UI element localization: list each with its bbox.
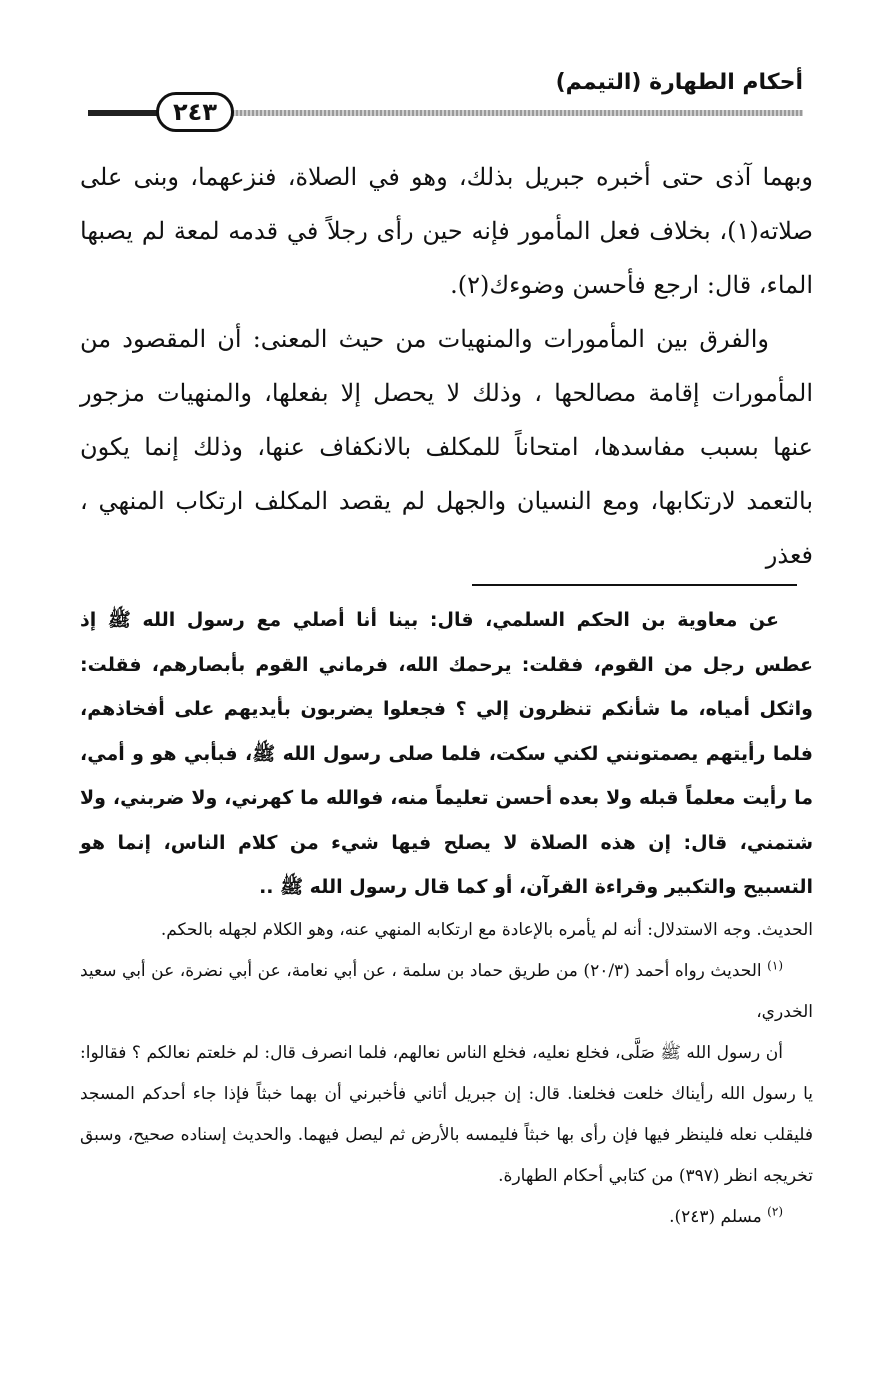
footnote-2-text: مسلم (٢٤٣). xyxy=(669,1206,762,1227)
footnote-2 xyxy=(80,1197,813,1238)
header-rule-accent xyxy=(88,110,158,116)
footnote-hadith-quote: عن معاوية بن الحكم السلمي، قال: بينا أنا أصلي مع رسول الله ﷺ إذ عطس رجل من القوم، فقلت: يرحمك الله، فرماني القوم بأبصارهم، فقلت: واثكل أمياه، ما شأنكم تنظرون إلي ؟ فجعلوا يضربون بأيديهم على أفخاذهم، فلما رأيتهم يصمتونني لكني سكت، فلما صلى رسول الله ﷺ، فبأبي هو و أمي، ما رأيت معلماً قبله ولا بعده أحسن تعليماً منه، فوالله ما كهرني، ولا ضربني، ولا شتمني، قال: إن هذه الصلاة لا يصلح فيها شيء من كلام الناس، إنما هو التسبيح والتكبير وقراءة القرآن، أو كما قال رسول الله ﷺ .. xyxy=(80,609,813,898)
paragraph: وبهما آذى حتى أخبره جبريل بذلك، وهو في الصلاة، فنزعهما، وبنى على صلاته(١)، بخلاف فعل المأمور فإنه حين رأى رجلاً في قدمه لمعة لم يصبها الماء، قال: ارجع فأحسن وضوءك(٢). xyxy=(80,163,813,299)
footnote-1-text: الحديث رواه أحمد (٢٠/٣) من طريق حماد بن سلمة ، عن أبي نعامة، عن أبي نضرة، عن أبي سعيد الخدري، xyxy=(80,960,813,1022)
footnote-marker: (١) xyxy=(767,957,783,972)
footnote-marker: (٢) xyxy=(767,1203,783,1218)
page-number: ٢٤٣ xyxy=(156,92,234,132)
page-header xyxy=(88,70,803,130)
footnote-hadith-conclusion: الحديث. وجه الاستدلال: أنه لم يأمره بالإعادة مع ارتكابه المنهي عنه، وهو الكلام لجهله بالحكم. xyxy=(160,919,813,940)
footnote-1 xyxy=(80,951,813,1033)
footnote-1-continuation: أن رسول الله ﷺ صَلَّى، فخلع نعليه، فخلع الناس نعالهم، فلما انصرف قال: لم خلعتم نعالكم ؟ فقالوا: يا رسول الله رأيناك خلعت فخلعنا. قال: إن جبريل أتاني فأخبرني أن بهما خبثاً فإذا جاء أحدكم المسجد فليقلب نعله فلينظر فيها فإن رأى بها خبثاً فليمسه بالأرض ثم ليصل فيهما. والحديث إسناده صحيح، وسبق تخريجه انظر (٣٩٧) من كتابي أحكام الطهارة. xyxy=(80,1042,813,1186)
chapter-title: أحكام الطهارة (التيمم) xyxy=(555,70,803,95)
footnotes xyxy=(80,598,813,1238)
main-text xyxy=(80,150,813,582)
paragraph: والفرق بين المأمورات والمنهيات من حيث المعنى: أن المقصود من المأمورات إقامة مصالحها ، وذلك لا يحصل إلا بفعلها، والمنهيات مزجور عنها بسبب مفاسدها، امتحاناً للمكلف بالانكفاف عنها، وذلك إنما يكون بالتعمد لارتكابها، ومع النسيان والجهل لم يقصد المكلف ارتكاب المنهي ، فعذر xyxy=(80,325,813,569)
footnote-separator xyxy=(472,584,797,586)
